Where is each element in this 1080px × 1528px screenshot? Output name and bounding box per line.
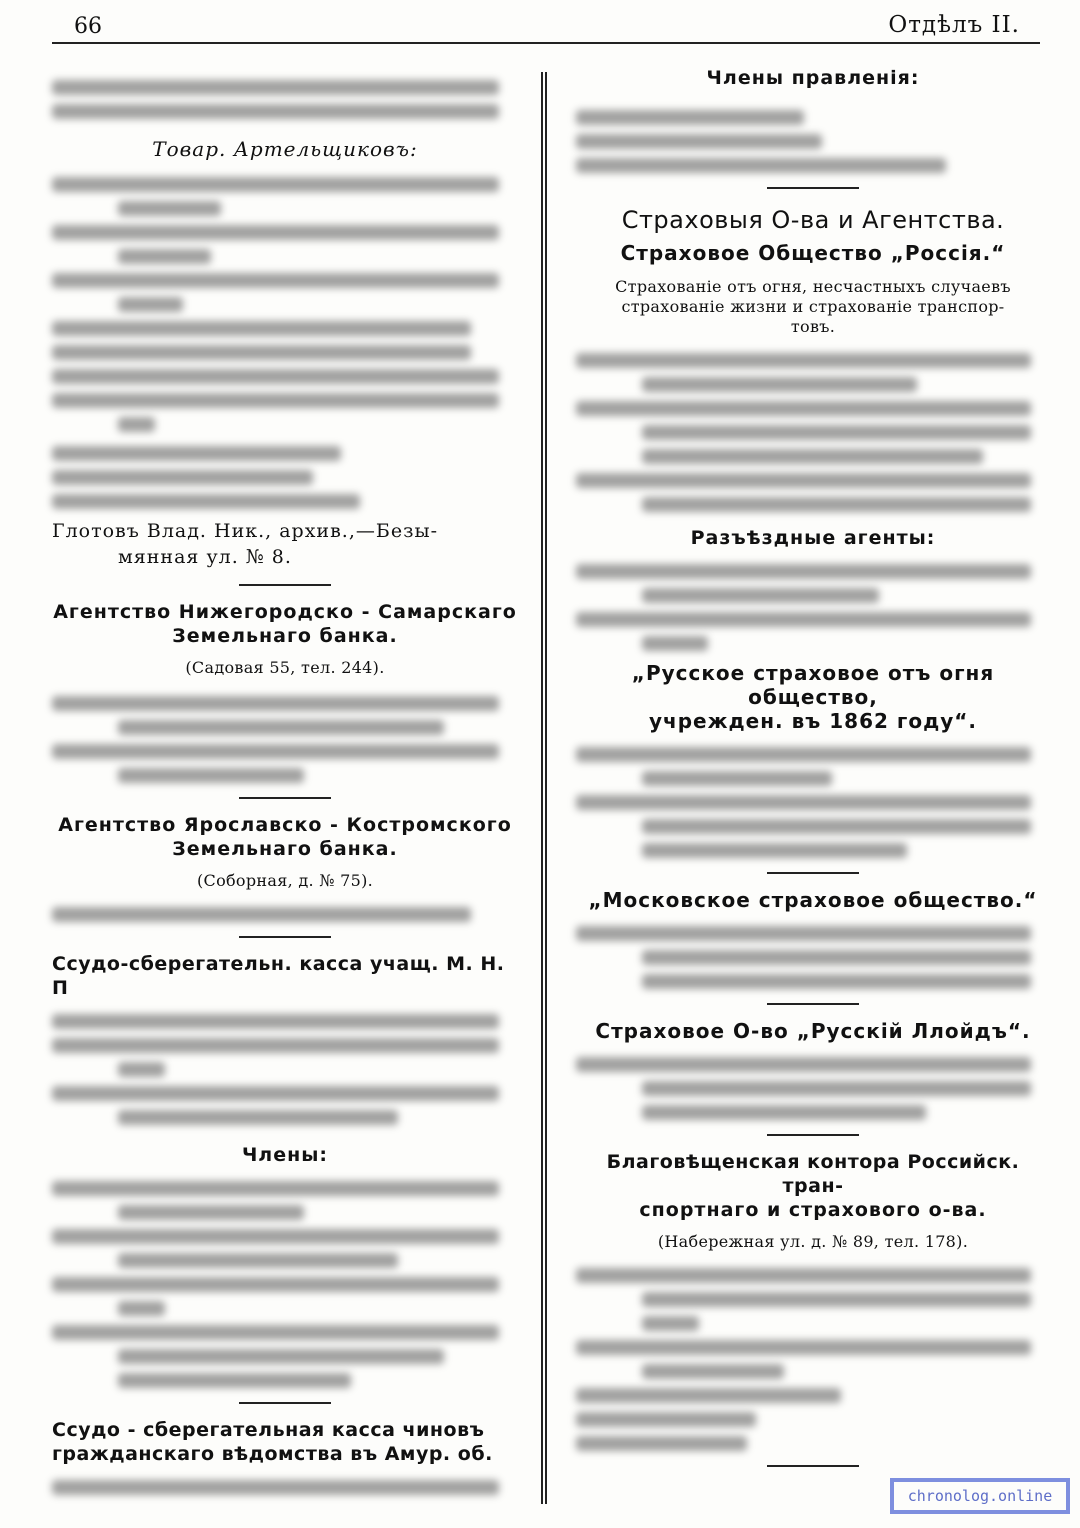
page-number: 66: [74, 14, 102, 39]
redacted-line: [576, 110, 804, 125]
left-column: [52, 66, 518, 1504]
company-heading: Благовѣщенская контора Российск. тран-: [606, 1151, 1020, 1197]
redacted-line: [52, 369, 499, 384]
redacted-line: [576, 473, 1031, 488]
redacted-line: [52, 1480, 499, 1495]
section-title: Отдѣлъ II.: [888, 12, 1020, 38]
agency-heading: Агентство Нижегородско - Самарскаго: [53, 601, 517, 623]
company-heading: „Московское страховое общество.“: [588, 888, 1038, 912]
redacted-line: [118, 1301, 165, 1316]
company-description: товъ.: [790, 317, 836, 336]
agency-address: (Соборная, д. № 75).: [196, 871, 374, 890]
redacted-line: [576, 612, 1031, 627]
redacted-line: [52, 225, 499, 240]
company-heading: спортнаго и страхового о-ва.: [639, 1199, 987, 1221]
redacted-line: [118, 1349, 444, 1364]
redacted-line: [642, 497, 1031, 512]
redacted-line: [576, 1057, 1031, 1072]
column-divider: [541, 72, 547, 1504]
agency-heading: Агентство Ярославско - Костромского: [58, 814, 512, 836]
redacted-line: [642, 1105, 926, 1120]
redacted-line: [642, 588, 879, 603]
redacted-line: [52, 446, 341, 461]
agency-heading: Земельнаго банка.: [172, 838, 398, 860]
redacted-line: [118, 201, 221, 216]
redacted-line: [52, 1038, 499, 1053]
redacted-line: [118, 249, 211, 264]
redacted-line: [52, 80, 499, 95]
divider: [767, 1465, 859, 1467]
redacted-line: [642, 449, 983, 464]
redacted-line: [642, 636, 708, 651]
agents-heading: Разъѣздные агенты:: [690, 527, 936, 549]
redacted-line: [52, 696, 499, 711]
redacted-line: [52, 177, 499, 192]
redacted-line: [642, 377, 917, 392]
divider: [239, 1402, 331, 1404]
redacted-line: [118, 768, 304, 783]
members-heading: Члены:: [241, 1144, 329, 1166]
redacted-line: [642, 771, 832, 786]
redacted-line: [118, 1062, 165, 1077]
right-column: [576, 66, 1050, 1481]
redacted-line: [52, 1277, 499, 1292]
redacted-line: [118, 720, 444, 735]
kassa-heading: Ссудо-сберегательн. касса учащ. М. Н. П: [52, 953, 505, 999]
redacted-line: [52, 273, 499, 288]
redacted-line: [118, 1110, 398, 1125]
redacted-line: [52, 494, 360, 509]
redacted-line: [52, 345, 471, 360]
redacted-line: [576, 1436, 747, 1451]
redacted-line: [576, 564, 1031, 579]
redacted-line: [642, 1292, 1031, 1307]
divider: [239, 797, 331, 799]
agency-heading: Земельнаго банка.: [172, 625, 398, 647]
redacted-line: [642, 950, 1031, 965]
company-description: Страхованіе отъ огня, несчастныхъ случаевъ: [615, 277, 1011, 296]
redacted-line: [576, 1388, 841, 1403]
company-heading: учрежден. въ 1862 году“.: [648, 709, 978, 733]
divider: [767, 1134, 859, 1136]
redacted-line: [52, 744, 499, 759]
redacted-line: [52, 1325, 499, 1340]
redacted-line: [576, 353, 1031, 368]
company-description: страхованіе жизни и страхованіе транспор-: [621, 297, 1005, 316]
agency-address: (Садовая 55, тел. 244).: [185, 658, 385, 677]
divider: [239, 584, 331, 586]
redacted-line: [642, 819, 1031, 834]
watermark: [890, 1478, 1070, 1514]
company-heading: „Русское страховое отъ огня общество,: [631, 661, 995, 709]
redacted-line: [52, 1014, 499, 1029]
watermark-text: chronolog.online: [894, 1482, 1066, 1510]
redacted-line: [52, 1181, 499, 1196]
redacted-line: [576, 747, 1031, 762]
entry-glotov-line1: Глотовъ Влад. Ник., архив.,—Безы-: [52, 520, 438, 542]
redacted-line: [118, 297, 183, 312]
divider: [767, 187, 859, 189]
company-heading: Страховое Общество „Россія.“: [620, 241, 1006, 265]
redacted-line: [642, 1081, 1031, 1096]
company-address: (Набережная ул. д. № 89, тел. 178).: [657, 1232, 969, 1251]
redacted-line: [118, 1253, 398, 1268]
redacted-line: [642, 843, 907, 858]
redacted-line: [642, 1364, 784, 1379]
redacted-line: [642, 425, 1031, 440]
redacted-line: [642, 1316, 699, 1331]
redacted-line: [52, 104, 499, 119]
redacted-line: [118, 417, 155, 432]
redacted-line: [52, 907, 471, 922]
divider: [239, 936, 331, 938]
redacted-line: [52, 1086, 499, 1101]
redacted-line: [52, 393, 499, 408]
redacted-line: [576, 134, 822, 149]
entry-glotov-line2: мянная ул. № 8.: [118, 546, 292, 568]
redacted-line: [576, 158, 946, 173]
section-heading: Товар. Артельщиковъ:: [152, 137, 418, 161]
redacted-line: [52, 321, 471, 336]
redacted-line: [118, 1205, 304, 1220]
redacted-line: [52, 1229, 499, 1244]
divider: [767, 1003, 859, 1005]
redacted-line: [642, 974, 1031, 989]
redacted-line: [576, 1340, 1031, 1355]
redacted-line: [52, 470, 313, 485]
redacted-line: [576, 401, 1031, 416]
redacted-line: [576, 795, 1031, 810]
kassa-heading: гражданскаго вѣдомства въ Амур. об.: [52, 1443, 493, 1465]
divider: [767, 872, 859, 874]
board-heading: Члены правленія:: [706, 67, 920, 89]
redacted-line: [576, 1268, 1031, 1283]
redacted-line: [576, 926, 1031, 941]
page-header: [52, 6, 1040, 44]
redacted-line: [118, 1373, 351, 1388]
redacted-line: [576, 1412, 756, 1427]
company-heading: Страховое О-во „Русскій Ллойдъ“.: [595, 1019, 1031, 1043]
kassa-heading: Ссудо - сберегательная касса чиновъ: [52, 1419, 485, 1441]
insurance-section-title: Страховыя О-ва и Агентства.: [621, 206, 1005, 234]
